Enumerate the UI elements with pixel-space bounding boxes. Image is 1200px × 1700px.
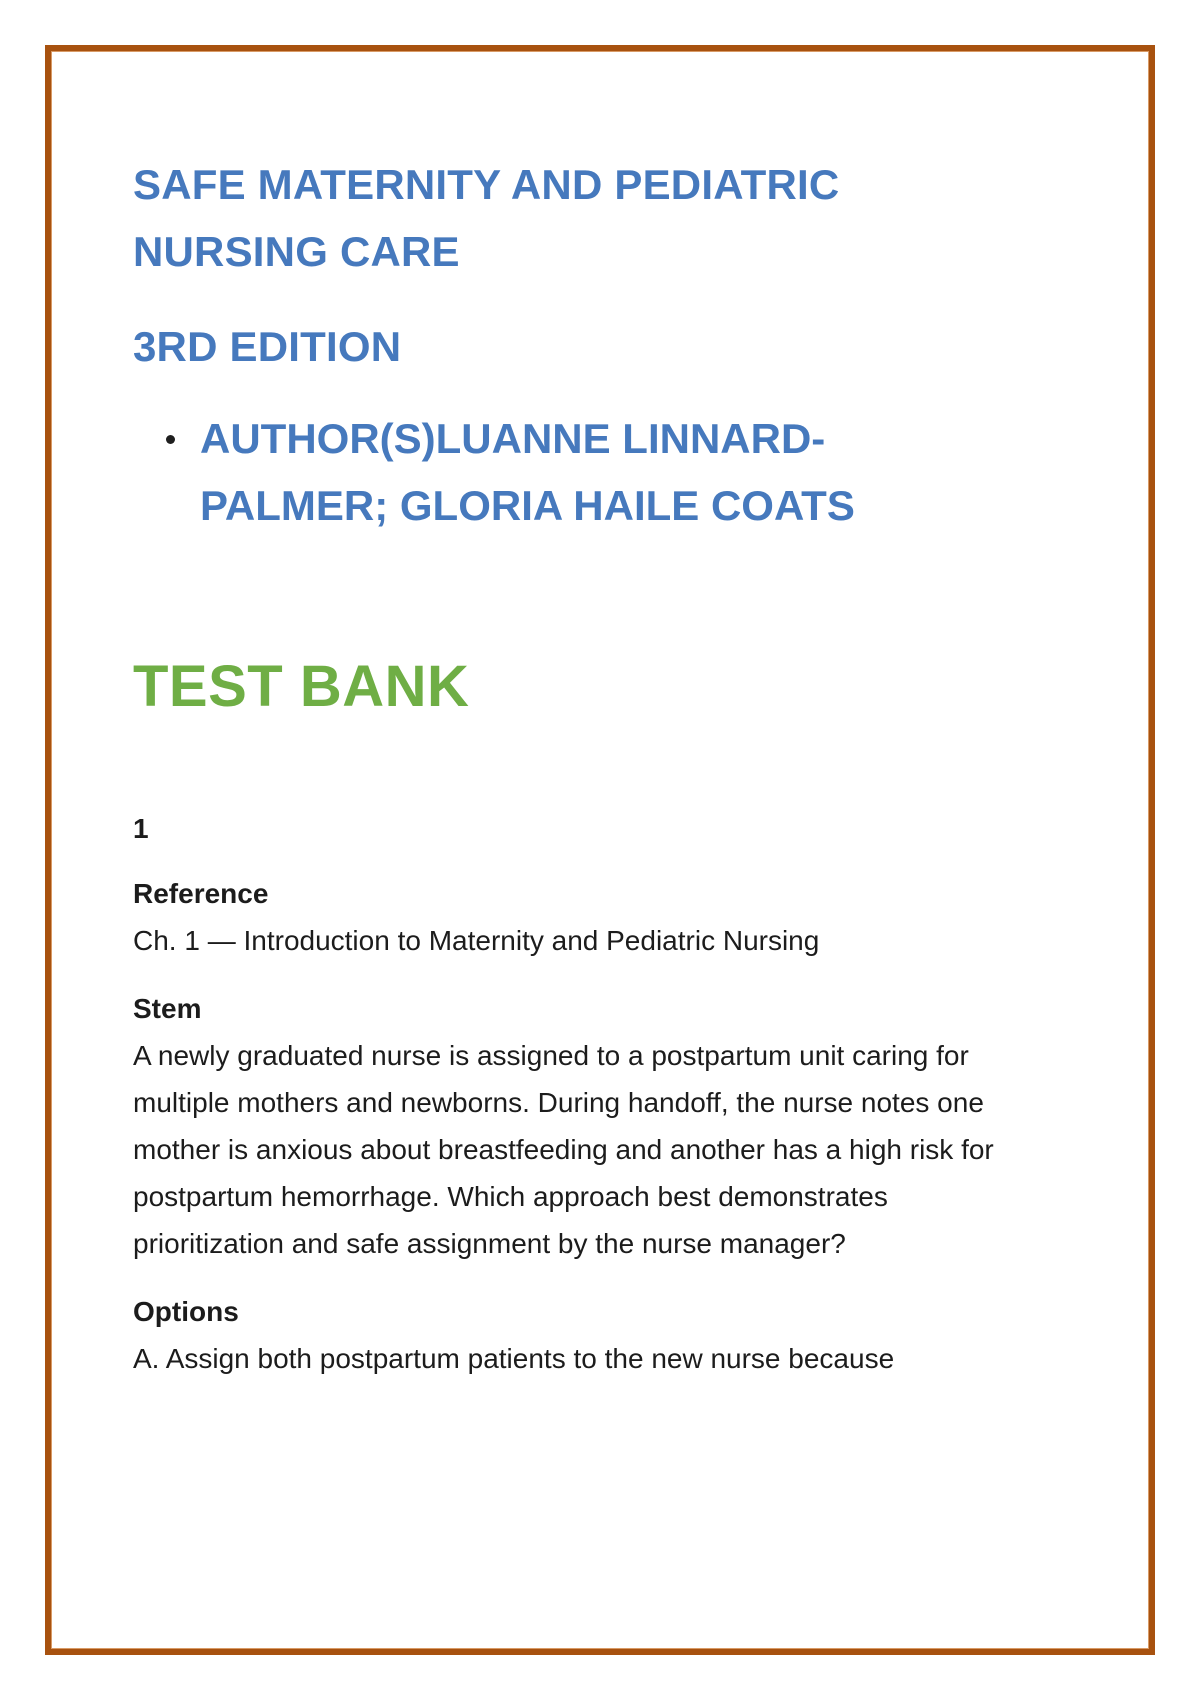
- book-title: SAFE MATERNITY AND PEDIATRIC NURSING CARE: [133, 161, 840, 276]
- test-bank-heading: TEST BANK: [133, 653, 470, 719]
- page-border-frame: [45, 45, 1155, 1655]
- author-list-item: [133, 405, 1079, 539]
- author-list: [133, 405, 1079, 539]
- book-edition: 3RD EDITION: [133, 323, 402, 371]
- options-label: Options: [133, 1295, 239, 1327]
- stem-text: A newly graduated nurse is assigned to a postpartum unit caring for multiple mothers and newborns. During handoff, the nurse notes one mother is anxious about breastfeeding and another has a high risk for postpartum hemorrhage. Which approach best demonstrates prioritization and safe assignment by the nurse manager?: [133, 1039, 994, 1259]
- reference-text: Ch. 1 — Introduction to Maternity and Pediatric Nursing: [133, 924, 820, 956]
- question-block: [133, 809, 1079, 1381]
- question-number: 1: [133, 813, 149, 845]
- reference-label: Reference: [133, 877, 269, 909]
- bullet-icon: [166, 435, 175, 444]
- author-names: AUTHOR(S)LUANNE LINNARD-PALMER; GLORIA HAILE COATS: [200, 414, 855, 529]
- option-a-text: A. Assign both postpartum patients to the new nurse because: [133, 1342, 895, 1374]
- stem-label: Stem: [133, 992, 202, 1024]
- page-content: [133, 151, 1079, 1649]
